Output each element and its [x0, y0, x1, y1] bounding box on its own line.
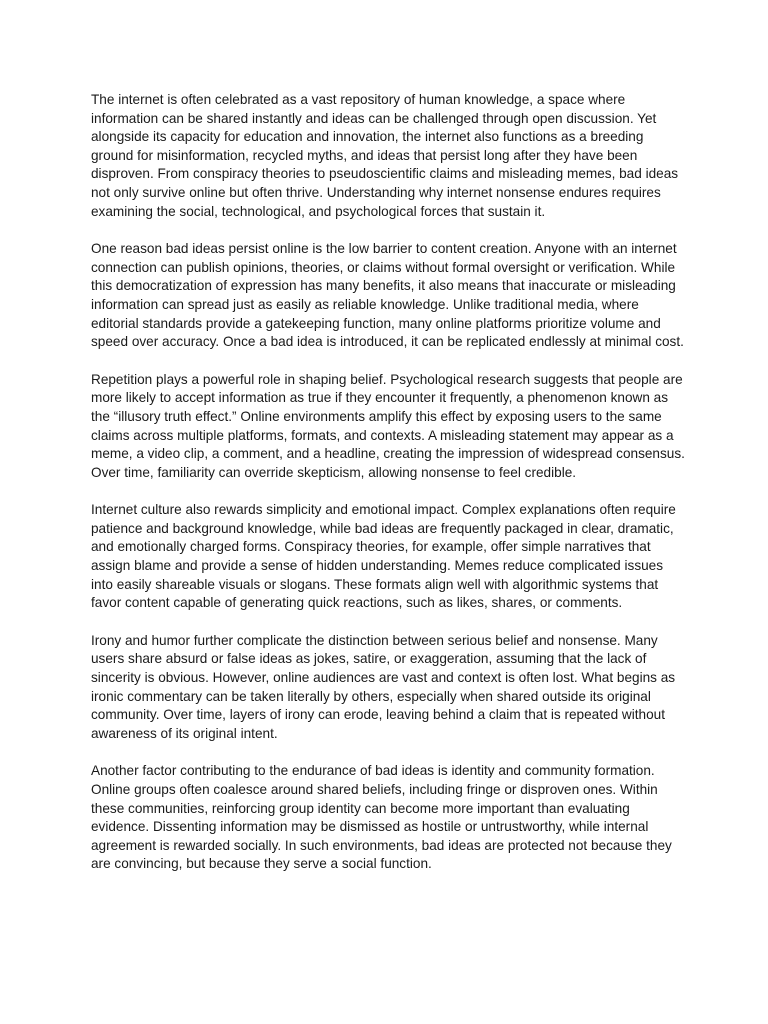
document-body: [91, 91, 687, 893]
paragraph-4: Internet culture also rewards simplicity and emotional impact. Complex explanations often require patience and background knowledge, while bad ideas are frequently packaged in clear, dramatic, and emotionally charged forms. Conspiracy theories, for example, offer simple narratives that assign blame and provide a sense of hidden understanding. Memes reduce complicated issues into easily shareable visuals or slogans. These formats align well with algorithmic systems that favor content capable of generating quick reactions, such as likes, shares, or comments.: [91, 502, 676, 611]
paragraph-3: Repetition plays a powerful role in shaping belief. Psychological research suggests that people are more likely to accept information as true if they encounter it frequently, a phenomenon known as the “illusory truth effect.” Online environments amplify this effect by exposing users to the same claims across multiple platforms, formats, and contexts. A misleading statement may appear as a meme, a video clip, a comment, and a headline, creating the impression of widespread consensus. Over time, familiarity can override skepticism, allowing nonsense to feel credible.: [91, 371, 685, 480]
paragraph-1: The internet is often celebrated as a vast repository of human knowledge, a space where information can be shared instantly and ideas can be challenged through open discussion. Yet alongside its capacity for education and innovation, the internet also functions as a breeding ground for misinformation, recycled myths, and ideas that persist long after they have been disproven. From conspiracy theories to pseudoscientific claims and misleading memes, bad ideas not only survive online but often thrive. Understanding why internet nonsense endures requires examining the social, technological, and psychological forces that sustain it.: [91, 92, 679, 219]
paragraph-6: Another factor contributing to the endurance of bad ideas is identity and community formation. Online groups often coalesce around shared beliefs, including fringe or disproven ones. Within these communities, reinforcing group identity can become more important than evaluating evidence. Dissenting information may be dismissed as hostile or untrustworthy, while internal agreement is rewarded socially. In such environments, bad ideas are protected not because they are convincing, but because they serve a social function.: [91, 763, 672, 872]
paragraph-5: Irony and humor further complicate the distinction between serious belief and nonsense. Many users share absurd or false ideas as jokes, satire, or exaggeration, assuming that the lack of sincerity is obvious. However, online audiences are vast and context is often lost. What begins as ironic commentary can be taken literally by others, especially when shared outside its original community. Over time, layers of irony can erode, leaving behind a claim that is repeated without awareness of its original intent.: [91, 632, 676, 741]
paragraph-2: One reason bad ideas persist online is the low barrier to content creation. Anyone with an internet connection can publish opinions, theories, or claims without formal oversight or verification. While this democratization of expression has many benefits, it also means that inaccurate or misleading information can spread just as easily as reliable knowledge. Unlike traditional media, where editorial standards provide a gatekeeping function, many online platforms prioritize volume and speed over accuracy. Once a bad idea is introduced, it can be replicated endlessly at minimal cost.: [91, 241, 684, 350]
